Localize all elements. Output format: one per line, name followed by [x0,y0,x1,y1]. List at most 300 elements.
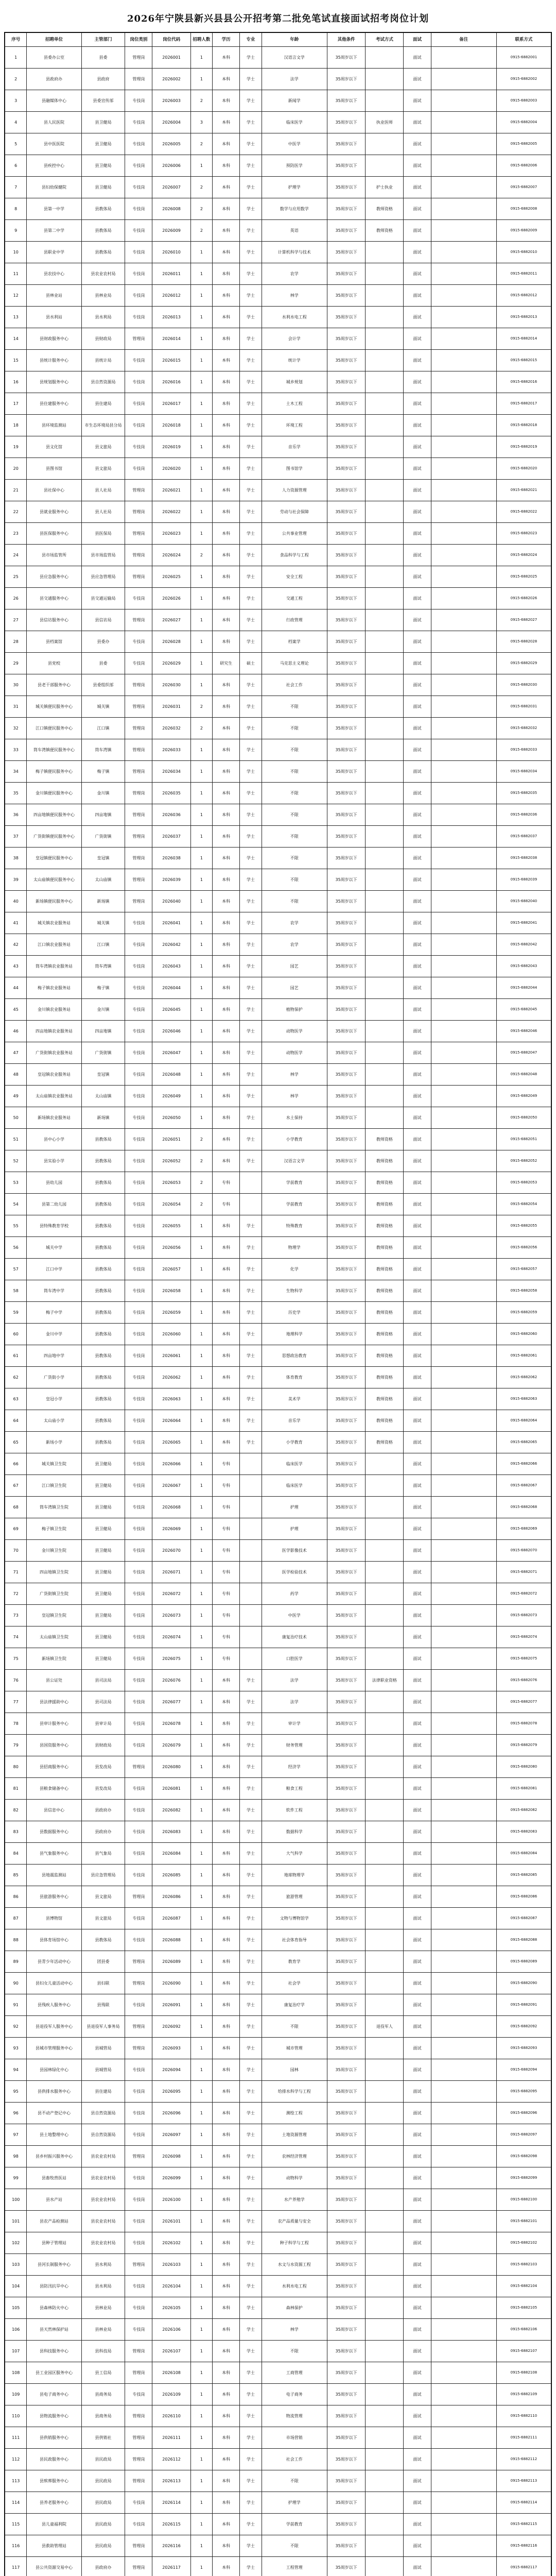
table-cell: 1 [190,285,212,307]
table-cell: 学士 [240,934,262,956]
table-cell: 35周岁以下 [327,2167,365,2189]
table-cell: 面试 [404,545,431,566]
table-cell: 2026081 [152,1778,190,1800]
table-cell [431,912,496,934]
table-cell: 本科 [213,501,240,523]
table-cell: 2026098 [152,2146,190,2167]
table-cell: 2026093 [152,2038,190,2059]
table-cell: 45 [5,999,27,1021]
table-cell: 县自然资源局 [81,371,125,393]
table-cell: 60 [5,1324,27,1345]
table-cell: 旅游管理 [262,1886,327,1908]
table-cell: 县民政局 [81,2535,125,2557]
table-cell: 面试 [404,2470,431,2492]
table-cell: 本科 [213,1713,240,1735]
table-cell: 0915-6882042 [496,934,551,956]
table-cell: 学士 [240,1670,262,1691]
table-cell: 学士 [240,220,262,242]
table-cell: 0915-6882068 [496,1497,551,1518]
table-cell: 给排水科学与工程 [262,2081,327,2103]
table-cell: 县农业农村局 [81,263,125,285]
table-cell: 0915-6882028 [496,631,551,653]
table-cell: 县农业农村局 [81,2189,125,2211]
table-cell: 园艺 [262,956,327,977]
table-cell: 1 [190,2211,212,2232]
table-cell: 县应急服务中心 [27,566,81,588]
table-cell: 52 [5,1150,27,1172]
table-cell: 学士 [240,1778,262,1800]
table-cell: 0915-6882114 [496,2492,551,2514]
table-row [5,501,551,523]
table-cell: 1 [190,2189,212,2211]
table-cell: 35周岁以下 [327,1821,365,1843]
table-cell [431,1518,496,1540]
table-cell: 电子商务 [262,2384,327,2405]
table-cell: 35周岁以下 [327,1929,365,1951]
table-cell: 学士 [240,2535,262,2557]
table-cell [431,2514,496,2535]
table-row [5,480,551,501]
table-cell: 1 [190,2232,212,2254]
table-cell: 县不动产登记中心 [27,2103,81,2124]
table-cell: 本科 [213,999,240,1021]
table-cell [431,2427,496,2449]
table-cell [431,2167,496,2189]
table-cell: 县林业局 [81,2319,125,2341]
table-cell [366,1886,404,1908]
table-cell: 本科 [213,393,240,415]
table-cell: 35周岁以下 [327,609,365,631]
table-cell: 县市场监管所 [27,545,81,566]
table-cell: 1 [190,2557,212,2576]
table-cell: 0915-6882082 [496,1800,551,1821]
table-cell: 35周岁以下 [327,458,365,480]
table-cell: 35周岁以下 [327,1670,365,1691]
table-cell: 0915-6882020 [496,458,551,480]
table-cell [431,1735,496,1756]
table-cell: 0915-6882041 [496,912,551,934]
table-cell: 3 [5,90,27,112]
table-cell: 2026037 [152,826,190,848]
table-cell: 面试 [404,1432,431,1453]
table-cell: 县文旅局 [81,1908,125,1929]
table-cell: 0915-6882079 [496,1735,551,1756]
table-cell: 专技岗 [125,458,152,480]
table-row [5,1973,551,1994]
table-cell: 学士 [240,2492,262,2514]
table-cell: 县民政局 [81,2470,125,2492]
table-cell [431,436,496,458]
table-cell: 专技岗 [125,1735,152,1756]
table-cell: 35周岁以下 [327,912,365,934]
table-cell: 77 [5,1691,27,1713]
table-cell: 本科 [213,1237,240,1259]
table-cell: 1 [190,47,212,69]
table-cell: 学士 [240,2427,262,2449]
table-cell: 35周岁以下 [327,1735,365,1756]
table-cell: 学士 [240,1042,262,1064]
table-cell [366,1107,404,1129]
table-cell: 35周岁以下 [327,1648,365,1670]
table-cell [366,480,404,501]
table-cell: 专技岗 [125,1540,152,1562]
table-cell [366,588,404,609]
table-cell: 专技岗 [125,177,152,198]
table-cell: 37 [5,826,27,848]
table-cell: 2026076 [152,1670,190,1691]
table-cell: 32 [5,718,27,739]
table-cell: 金川镇 [81,999,125,1021]
table-cell: 0915-6882081 [496,1778,551,1800]
table-cell: 面试 [404,2557,431,2576]
table-cell: 115 [5,2514,27,2535]
table-cell [431,674,496,696]
table-cell: 县林业局 [81,2297,125,2319]
table-cell: 面试 [404,1064,431,1086]
table-cell [366,2297,404,2319]
table-cell: 县水利站 [27,307,81,328]
table-cell: 县委 [81,653,125,674]
table-cell: 林学 [262,1086,327,1107]
table-cell: 管理岗 [125,566,152,588]
table-cell: 1 [190,2341,212,2362]
table-cell: 学士 [240,1886,262,1908]
table-cell: 17 [5,393,27,415]
table-cell: 县水利局 [81,2276,125,2297]
table-cell: 专技岗 [125,1237,152,1259]
table-cell: 本科 [213,696,240,718]
table-cell: 2026050 [152,1107,190,1129]
table-cell: 44 [5,977,27,999]
table-cell: 新场镇卫生院 [27,1648,81,1670]
table-cell [431,307,496,328]
table-cell: 35周岁以下 [327,1973,365,1994]
table-cell: 0915-6882061 [496,1345,551,1367]
table-cell: 0915-6882092 [496,2016,551,2038]
table-row [5,2427,551,2449]
table-cell: 面试 [404,934,431,956]
table-cell: 66 [5,1453,27,1475]
table-cell: 法学 [262,69,327,90]
table-cell: 0915-6882076 [496,1670,551,1691]
table-cell: 面试 [404,1086,431,1107]
table-cell [431,2492,496,2514]
table-cell: 35周岁以下 [327,2557,365,2576]
table-cell: 县卫健局 [81,112,125,133]
table-header-row [5,33,551,47]
table-cell: 县档案馆 [27,631,81,653]
table-cell: 113 [5,2470,27,2492]
table-cell: 县科技服务中心 [27,2341,81,2362]
recruitment-table [5,32,551,2576]
table-cell: 74 [5,1626,27,1648]
table-cell [366,2341,404,2362]
table-cell: 专技岗 [125,1605,152,1626]
table-cell: 城关镇农业服务站 [27,912,81,934]
table-cell: 105 [5,2297,27,2319]
table-cell: 96 [5,2103,27,2124]
table-cell: 35周岁以下 [327,1713,365,1735]
table-cell: 面试 [404,1562,431,1583]
table-row [5,415,551,436]
table-row [5,1280,551,1302]
table-cell: 县土地整理中心 [27,2124,81,2146]
table-cell [366,415,404,436]
table-cell: 金川镇农业服务站 [27,999,81,1021]
table-cell: 面试 [404,263,431,285]
table-cell: 县司法局 [81,1670,125,1691]
table-cell [431,328,496,350]
table-cell: 2026014 [152,328,190,350]
table-cell [431,2124,496,2146]
table-cell [366,1562,404,1583]
table-cell: 1 [190,1735,212,1756]
table-cell: 面试 [404,1042,431,1064]
table-cell [366,1626,404,1648]
table-cell: 0915-6882017 [496,393,551,415]
table-cell: 面试 [404,2514,431,2535]
table-cell: 专技岗 [125,2124,152,2146]
table-cell: 县农技中心 [27,263,81,285]
table-cell: 1 [190,2535,212,2557]
table-cell: 县中心小学 [27,1129,81,1150]
table-cell: 县气象服务中心 [27,1843,81,1865]
table-cell: 14 [5,328,27,350]
table-cell: 县防汛抗旱中心 [27,2276,81,2297]
table-cell: 县卫健局 [81,1605,125,1626]
table-cell: 县公证处 [27,1670,81,1691]
table-cell: 1 [190,2514,212,2535]
table-cell: 35周岁以下 [327,1778,365,1800]
table-cell: 管理岗 [125,696,152,718]
table-cell: 专技岗 [125,999,152,1021]
table-cell: 安全工程 [262,566,327,588]
table-cell [366,653,404,674]
table-cell [431,1497,496,1518]
table-cell: 地球物理学 [262,1865,327,1886]
table-row [5,1778,551,1800]
table-cell: 1 [190,1994,212,2016]
table-cell: 2026112 [152,2449,190,2470]
table-cell: 学士 [240,2405,262,2427]
table-cell: 面试 [404,739,431,761]
table-cell: 12 [5,285,27,307]
table-cell: 本科 [213,1865,240,1886]
table-cell: 35周岁以下 [327,2276,365,2297]
table-row [5,2103,551,2124]
table-cell [431,1194,496,1215]
table-cell: 专技岗 [125,1908,152,1929]
table-cell [366,2557,404,2576]
table-cell [240,1583,262,1605]
table-cell: 2026078 [152,1713,190,1735]
table-row [5,1735,551,1756]
table-cell: 53 [5,1172,27,1194]
table-cell: 1 [190,1215,212,1237]
table-cell: 县城管局 [81,2038,125,2059]
table-cell [366,307,404,328]
table-cell [431,1432,496,1453]
table-cell: 本科 [213,90,240,112]
table-cell: 县教体局 [81,1432,125,1453]
table-cell: 专技岗 [125,1107,152,1129]
table-cell: 面试 [404,1129,431,1150]
table-cell: 35周岁以下 [327,1540,365,1562]
table-cell [366,436,404,458]
table-cell: 65 [5,1432,27,1453]
table-cell: 55 [5,1215,27,1237]
table-cell: 面试 [404,1908,431,1929]
table-cell: 面试 [404,47,431,69]
table-cell [431,285,496,307]
table-cell: 社会学 [262,1973,327,1994]
table-cell: 1 [190,2470,212,2492]
table-row [5,285,551,307]
table-cell: 0915-6882023 [496,523,551,545]
table-cell: 学士 [240,415,262,436]
table-cell: 本科 [213,2557,240,2576]
table-cell: 2026045 [152,999,190,1021]
table-cell: 面试 [404,718,431,739]
table-cell: 学士 [240,2557,262,2576]
table-cell: 1 [190,1821,212,1843]
table-cell: 管理岗 [125,609,152,631]
table-cell: 本科 [213,1432,240,1453]
table-row [5,848,551,869]
table-cell: 测绘工程 [262,2103,327,2124]
table-cell: 35周岁以下 [327,47,365,69]
table-cell: 9 [5,220,27,242]
table-cell: 专科 [213,1605,240,1626]
table-cell: 土地资源管理 [262,2124,327,2146]
table-cell: 水产养殖学 [262,2189,327,2211]
table-cell: 33 [5,739,27,761]
table-cell: 县人社局 [81,501,125,523]
table-cell: 35周岁以下 [327,2059,365,2081]
table-cell [431,848,496,869]
table-cell: 本科 [213,1843,240,1865]
table-cell: 61 [5,1345,27,1367]
table-cell: 35周岁以下 [327,545,365,566]
table-cell: 专技岗 [125,1259,152,1280]
table-cell: 1 [190,1670,212,1691]
table-cell: 县博物馆 [27,1908,81,1929]
table-cell: 学士 [240,804,262,826]
table-row [5,999,551,1021]
table-cell: 35周岁以下 [327,393,365,415]
table-cell: 学士 [240,2211,262,2232]
table-cell: 面试 [404,436,431,458]
table-cell: 皇冠镇 [81,1064,125,1086]
table-cell: 农林经济管理 [262,2146,327,2167]
table-cell [431,588,496,609]
table-row [5,1107,551,1129]
table-row [5,2362,551,2384]
table-cell: 学士 [240,956,262,977]
table-cell: 64 [5,1410,27,1432]
table-cell [366,501,404,523]
table-row [5,2146,551,2167]
table-cell: 地理科学 [262,1324,327,1345]
table-cell: 学士 [240,2059,262,2081]
table-cell [431,2470,496,2492]
table-cell: 22 [5,501,27,523]
table-cell: 2026038 [152,848,190,869]
table-cell: 不限 [262,891,327,912]
table-cell: 不限 [262,2535,327,2557]
table-cell: 不限 [262,739,327,761]
table-cell [366,2232,404,2254]
table-cell: 县人社局 [81,480,125,501]
table-row [5,2081,551,2103]
table-cell: 本科 [213,869,240,891]
table-cell: 退役军人 [366,2016,404,2038]
table-cell: 91 [5,1994,27,2016]
table-cell: 0915-6882077 [496,1691,551,1713]
table-cell: 经济学 [262,1756,327,1778]
column-header: 招聘单位 [27,33,81,47]
table-cell [431,1107,496,1129]
table-cell: 35周岁以下 [327,1432,365,1453]
table-row [5,436,551,458]
table-cell: 数学与应用数学 [262,198,327,220]
table-cell: 面试 [404,2362,431,2384]
table-cell: 35周岁以下 [327,242,365,263]
table-cell: 小学教育 [262,1129,327,1150]
table-cell: 0915-6882034 [496,761,551,783]
table-cell: 临床医学 [262,1475,327,1497]
table-cell: 专技岗 [125,1345,152,1367]
table-cell [431,415,496,436]
table-cell: 0915-6882024 [496,545,551,566]
table-cell: 县教体局 [81,1324,125,1345]
table-cell: 本科 [213,350,240,371]
table-cell: 本科 [213,458,240,480]
table-cell: 35周岁以下 [327,2081,365,2103]
table-cell: 软件工程 [262,1800,327,1821]
table-cell: 江口镇便民服务中心 [27,718,81,739]
table-cell: 马克思主义理论 [262,653,327,674]
table-cell: 专技岗 [125,934,152,956]
table-cell: 学士 [240,1129,262,1150]
table-row [5,2341,551,2362]
table-cell [431,2535,496,2557]
table-row [5,804,551,826]
table-cell: 学士 [240,1150,262,1172]
table-cell: 本科 [213,47,240,69]
table-cell: 新场镇 [81,891,125,912]
table-cell: 1 [190,1302,212,1324]
table-cell: 教师资格 [366,1259,404,1280]
table-cell: 35周岁以下 [327,1453,365,1475]
table-cell: 0915-6882033 [496,739,551,761]
table-cell: 面试 [404,2297,431,2319]
table-cell: 教师资格 [366,1410,404,1432]
table-cell: 1 [190,1021,212,1042]
table-cell [431,1021,496,1042]
table-cell: 35周岁以下 [327,2189,365,2211]
table-cell [366,912,404,934]
table-cell: 专技岗 [125,112,152,133]
table-cell: 62 [5,1367,27,1388]
table-cell: 县妇幼保健院 [27,177,81,198]
table-cell: 35周岁以下 [327,220,365,242]
table-cell [431,2189,496,2211]
table-cell: 学士 [240,1929,262,1951]
table-row [5,1172,551,1194]
table-cell: 35周岁以下 [327,739,365,761]
table-cell: 35周岁以下 [327,1367,365,1388]
